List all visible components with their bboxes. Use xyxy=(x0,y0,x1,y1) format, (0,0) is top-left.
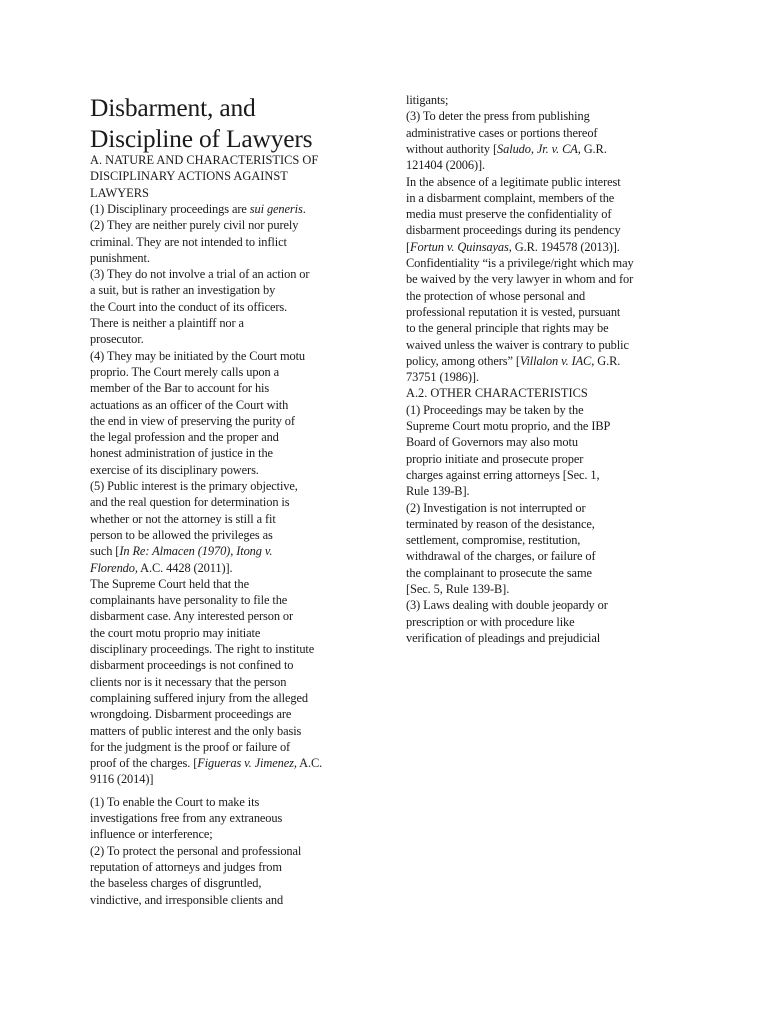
text-line xyxy=(406,255,634,271)
text-segment: complainants have personality to file the xyxy=(90,593,288,608)
text-segment: disbarment proceedings during its pendency xyxy=(406,223,621,238)
text-segment: There is neither a plaintiff nor a xyxy=(90,316,244,330)
text-segment: administrative cases or portions thereof xyxy=(406,125,598,140)
text-segment: A.C. xyxy=(296,756,323,771)
text-line xyxy=(90,625,260,641)
text-segment: DISCIPLINARY ACTIONS AGAINST xyxy=(90,169,288,184)
text-segment: be waived by the very lawyer in whom and for xyxy=(406,272,634,287)
text-line xyxy=(90,810,282,826)
text-line xyxy=(90,739,290,755)
citation-text: Saludo, Jr. v. CA, xyxy=(497,141,581,156)
text-line xyxy=(90,608,293,624)
text-line xyxy=(406,581,509,597)
text-segment: the complainant to prosecute the same xyxy=(406,565,592,580)
text-segment: A. NATURE AND CHARACTERISTICS OF xyxy=(90,153,319,167)
text-segment: the Court into the conduct of its officers. xyxy=(90,299,288,314)
text-line xyxy=(90,657,293,673)
text-segment: disbarment case. Any interested person or xyxy=(90,609,294,624)
text-segment: [ xyxy=(406,239,411,254)
text-line xyxy=(90,826,213,842)
text-line xyxy=(90,875,261,891)
text-line xyxy=(406,467,600,483)
text-segment: , G.R. 194578 (2013)]. xyxy=(508,239,620,254)
text-segment: (2) They are neither purely civil nor purely xyxy=(90,218,299,233)
text-line xyxy=(406,222,621,238)
text-segment: honest administration of justice in the xyxy=(90,446,273,461)
text-segment: Confidentiality “is a privilege/right which may xyxy=(406,256,634,270)
text-line xyxy=(90,511,276,527)
text-segment: . xyxy=(302,201,306,216)
text-line xyxy=(406,271,633,287)
text-segment: settlement, compromise, restitution, xyxy=(406,533,581,548)
text-line xyxy=(406,434,578,450)
text-segment: policy, among others” [ xyxy=(406,353,520,368)
citation-text: Florendo, xyxy=(90,560,138,575)
text-segment: influence or interference; xyxy=(90,827,213,842)
text-segment: 9116 (2014)] xyxy=(90,772,154,787)
text-segment: criminal. They are not intended to inflict xyxy=(90,234,287,249)
text-segment: the legal profession and the proper and xyxy=(90,430,279,445)
text-line xyxy=(406,206,611,222)
text-segment: Board of Governors may also motu xyxy=(406,435,578,450)
text-segment: punishment. xyxy=(90,250,150,265)
text-segment: (3) They do not involve a trial of an action or xyxy=(90,267,310,282)
text-segment: (3) Laws dealing with double jeopardy or xyxy=(406,598,608,613)
text-segment: prescription or with procedure like xyxy=(406,614,575,629)
text-segment: (1) Disciplinary proceedings are xyxy=(90,201,250,216)
text-segment: waived unless the waiver is contrary to public xyxy=(406,337,629,352)
text-segment: (1) To enable the Court to make its xyxy=(90,794,260,809)
text-line xyxy=(90,674,286,690)
text-line xyxy=(406,630,600,646)
text-line xyxy=(90,494,290,510)
text-segment: (1) Proceedings may be taken by the xyxy=(406,402,584,417)
section-heading xyxy=(90,168,288,184)
text-line xyxy=(406,402,583,418)
text-line xyxy=(406,418,610,434)
text-segment: (2) Investigation is not interrupted or xyxy=(406,500,586,515)
text-line xyxy=(90,348,305,364)
text-segment: Supreme Court motu proprio, and the IBP xyxy=(406,419,611,433)
text-line xyxy=(90,397,288,413)
text-line xyxy=(406,337,629,353)
text-line xyxy=(90,315,244,331)
text-line xyxy=(406,157,485,173)
text-line xyxy=(406,451,583,467)
text-line xyxy=(90,706,291,722)
text-segment: proprio. The Court merely calls upon a xyxy=(90,364,280,379)
text-segment: litigants; xyxy=(406,93,449,107)
document-title xyxy=(90,92,390,154)
text-line xyxy=(406,304,620,320)
text-segment: in a disbarment complaint, members of the xyxy=(406,190,615,205)
text-line xyxy=(90,266,309,282)
text-line xyxy=(90,413,295,429)
text-line xyxy=(406,353,620,369)
text-segment: the baseless charges of disgruntled, xyxy=(90,876,262,891)
text-line xyxy=(90,462,259,478)
text-segment: verification of pleadings and prejudicial xyxy=(406,630,601,645)
text-line xyxy=(406,483,470,499)
text-line xyxy=(90,380,269,396)
text-line xyxy=(90,755,322,771)
text-line xyxy=(406,108,590,124)
text-segment: (5) Public interest is the primary objective, xyxy=(90,479,298,493)
citation-text: Figueras v. Jimenez, xyxy=(197,756,297,771)
text-line xyxy=(90,843,301,859)
text-line xyxy=(90,892,283,908)
text-segment: actuations as an officer of the Court with xyxy=(90,397,289,412)
text-segment: complaining suffered injury from the alleged xyxy=(90,690,308,705)
text-line xyxy=(90,723,301,739)
citation-text: Fortun v. Quinsayas xyxy=(410,239,509,254)
text-line xyxy=(90,299,287,315)
text-line xyxy=(90,527,273,543)
text-line xyxy=(406,516,595,532)
text-segment: (3) To deter the press from publishing xyxy=(406,109,590,124)
text-segment: proprio initiate and prosecute proper xyxy=(406,451,584,466)
text-line xyxy=(406,614,575,630)
text-segment: investigations free from any extraneous xyxy=(90,811,283,825)
text-segment: whether or not the attorney is still a fit xyxy=(90,511,276,526)
text-line xyxy=(90,250,150,266)
text-segment: withdrawal of the charges, or failure of xyxy=(406,549,596,564)
text-segment: disciplinary proceedings. The right to institute xyxy=(90,642,315,656)
text-segment: (4) They may be initiated by the Court motu xyxy=(90,348,306,363)
text-segment: vindictive, and irresponsible clients and xyxy=(90,892,284,907)
title-line-1: Disbarment, and xyxy=(90,93,256,122)
text-segment: professional reputation it is vested, pursuant xyxy=(406,304,621,319)
text-segment: member of the Bar to account for his xyxy=(90,381,270,396)
text-segment: the end in view of preserving the purity of xyxy=(90,413,295,428)
text-segment: (2) To protect the personal and professional xyxy=(90,843,302,858)
text-line xyxy=(406,320,609,336)
text-segment: The Supreme Court held that the xyxy=(90,576,249,591)
text-segment: 121404 (2006)]. xyxy=(406,158,486,173)
citation-text: sui generis xyxy=(249,201,303,216)
text-line xyxy=(406,190,614,206)
text-line xyxy=(90,543,272,559)
text-line xyxy=(90,478,298,494)
text-line xyxy=(90,201,306,217)
section-heading xyxy=(406,385,588,401)
text-segment: without authority [ xyxy=(406,141,498,156)
text-segment: In the absence of a legitimate public interest xyxy=(406,174,621,189)
text-segment: wrongdoing. Disbarment proceedings are xyxy=(90,707,292,722)
citation-text: In Re: Almacen (1970), Itong v. xyxy=(119,544,273,559)
text-line xyxy=(406,125,597,141)
text-line xyxy=(90,771,153,787)
text-line xyxy=(406,548,595,564)
text-segment: the court motu proprio may initiate xyxy=(90,625,261,640)
text-line xyxy=(90,576,249,592)
text-line xyxy=(406,288,585,304)
text-segment: A.2. OTHER CHARACTERISTICS xyxy=(406,386,588,401)
text-segment: to the general principle that rights may be xyxy=(406,321,609,336)
text-segment: proof of the charges. [ xyxy=(90,756,198,771)
text-line xyxy=(90,592,287,608)
text-line xyxy=(406,174,621,190)
text-line xyxy=(90,794,259,810)
text-line xyxy=(90,364,279,380)
text-segment: clients nor is it necessary that the person xyxy=(90,674,287,689)
text-segment: A.C. 4428 (2011)]. xyxy=(137,560,233,575)
text-line xyxy=(90,234,287,250)
text-line xyxy=(90,429,279,445)
text-line xyxy=(90,282,275,298)
text-segment: disbarment proceedings is not confined to xyxy=(90,658,294,673)
text-line xyxy=(90,690,308,706)
section-heading xyxy=(90,152,318,168)
text-segment: 73751 (1986)]. xyxy=(406,370,479,385)
text-segment: exercise of its disciplinary powers. xyxy=(90,462,259,477)
text-segment: LAWYERS xyxy=(90,185,149,200)
text-segment: prosecutor. xyxy=(90,332,144,347)
text-segment: [Sec. 5, Rule 139-B]. xyxy=(406,582,510,596)
text-segment: Rule 139-B]. xyxy=(406,484,470,499)
text-line xyxy=(406,597,608,613)
text-segment: and the real question for determination is xyxy=(90,495,290,510)
text-segment: such [ xyxy=(90,544,120,559)
text-line xyxy=(90,859,282,875)
text-segment: the protection of whose personal and xyxy=(406,288,586,303)
text-segment: person to be allowed the privileges as xyxy=(90,527,273,542)
text-line xyxy=(90,331,144,347)
section-heading xyxy=(90,185,149,201)
text-line xyxy=(406,565,592,581)
text-line xyxy=(406,532,580,548)
text-segment: media must preserve the confidentiality of xyxy=(406,207,612,222)
text-segment: G.R. xyxy=(580,141,607,156)
text-line xyxy=(90,445,273,461)
text-line xyxy=(406,239,620,255)
text-segment: , G.R. xyxy=(591,353,621,368)
text-segment: terminated by reason of the desistance, xyxy=(406,516,595,531)
text-segment: a suit, but is rather an investigation by xyxy=(90,283,276,298)
text-segment: charges against erring attorneys [Sec. 1, xyxy=(406,467,600,482)
text-line xyxy=(406,500,586,516)
text-line xyxy=(90,641,314,657)
text-line xyxy=(90,217,298,233)
text-line xyxy=(90,560,233,576)
citation-text: Villalon v. IAC xyxy=(519,353,592,368)
text-segment: for the judgment is the proof or failure of xyxy=(90,739,291,754)
text-line xyxy=(406,369,479,385)
text-segment: matters of public interest and the only basis xyxy=(90,723,302,738)
text-line xyxy=(406,141,607,157)
text-segment: reputation of attorneys and judges from xyxy=(90,859,282,874)
text-line xyxy=(406,92,448,108)
title-line-2: Discipline of Lawyers xyxy=(90,124,313,153)
